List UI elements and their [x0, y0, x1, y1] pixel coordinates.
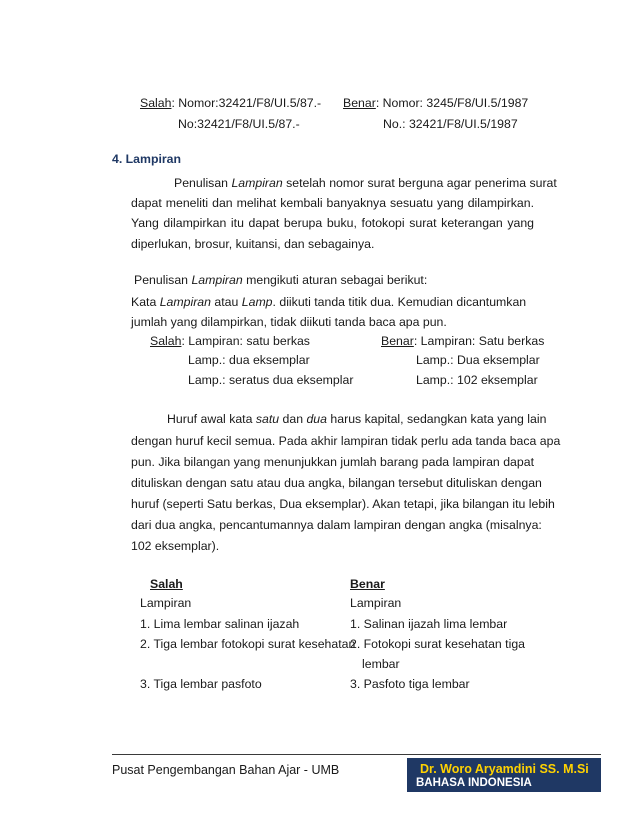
rules-line-3: jumlah yang dilampirkan, tidak diikuti tanda baca apa pun. [131, 315, 447, 329]
rules-line-1: Penulisan Lampiran mengikuti aturan sebagai berikut: [134, 273, 428, 287]
example2-right-line-2: Lamp.: Dua eksemplar [416, 353, 540, 367]
para1-line-3: Yang dilampirkan itu dapat berupa buku, fotokopi surat keterangan yang [131, 216, 534, 230]
top-example-right-line-2: No.: 32421/F8/UI.5/1987 [383, 117, 518, 131]
table-right-row-2: 1. Salinan ijazah lima lembar [350, 617, 508, 631]
table-right-row-4: 3. Pasfoto tiga lembar [350, 677, 470, 691]
example2-wrong-line-2: Lamp.: dua eksemplar [188, 353, 310, 367]
table-wrong-row-4: 3. Tiga lembar pasfoto [140, 677, 262, 691]
table-wrong-row-3: 2. Tiga lembar fotokopi surat kesehatan [140, 637, 356, 651]
para2-line-2: dengan huruf kecil semua. Pada akhir lampiran tidak perlu ada tanda baca apa [131, 434, 561, 448]
para2-line-7: 102 eksemplar). [131, 539, 220, 553]
table-right-row-3: 2. Fotokopi surat kesehatan tiga [350, 637, 525, 651]
table-wrong-row-1: Lampiran [140, 596, 192, 610]
para1-line-4: diperlukan, brosur, kuitansi, dan sebagainya. [131, 237, 375, 251]
para1-line-2: dapat meneliti dan melihat kembali banyaknya sesuatu yang dilampirkan. [131, 196, 534, 210]
table-wrong-row-2: 1. Lima lembar salinan ijazah [140, 617, 300, 631]
section-heading: 4. Lampiran [112, 152, 182, 166]
top-example-right-line-1: Benar: Nomor: 3245/F8/UI.5/1987 [343, 96, 529, 110]
top-example-wrong-line-1: Salah: Nomor:32421/F8/UI.5/87.- [140, 96, 322, 110]
table-right-row-3-cont: lembar [362, 657, 400, 671]
example2-wrong-line-1: Salah: Lampiran: satu berkas [150, 334, 310, 348]
footer-badge [407, 758, 601, 792]
rules-line-2: Kata Lampiran atau Lamp. diikuti tanda titik dua. Kemudian dicantumkan [131, 295, 527, 309]
para2-line-3: pun. Jika bilangan yang menunjukkan jumlah barang pada lampiran dapat [131, 455, 534, 469]
table-right-header: Benar [350, 577, 385, 591]
para1-line-1: Penulisan Lampiran setelah nomor surat berguna agar penerima surat [174, 176, 557, 190]
example2-right-line-1: Benar: Lampiran: Satu berkas [381, 334, 545, 348]
table-right-row-1: Lampiran [350, 596, 402, 610]
para2-line-1: Huruf awal kata satu dan dua harus kapital, sedangkan kata yang lain [167, 412, 547, 426]
para2-line-4: dituliskan dengan satu atau dua angka, bilangan tersebut dituliskan dengan [131, 476, 542, 490]
footer-left-text: Pusat Pengembangan Bahan Ajar - UMB [112, 763, 340, 777]
salah-label: Salah [140, 96, 172, 110]
example2-right-line-3: Lamp.: 102 eksemplar [416, 373, 538, 387]
para2-line-5: huruf (seperti Satu berkas, Dua eksemplar). Akan tetapi, jika bilangan itu lebih [131, 497, 555, 511]
para2-line-6: dari dua angka, pencantumannya dalam lampiran dengan angka (misalnya: [131, 518, 542, 532]
footer-divider [112, 754, 601, 755]
example2-wrong-line-3: Lamp.: seratus dua eksemplar [188, 373, 354, 387]
benar-label: Benar [343, 96, 376, 110]
footer-author: Dr. Woro Aryamdini SS. M.Si [420, 762, 589, 776]
table-wrong-header: Salah [150, 577, 183, 591]
footer-subject: BAHASA INDONESIA [416, 777, 532, 789]
top-example-wrong-line-2: No:32421/F8/UI.5/87.- [178, 117, 300, 131]
